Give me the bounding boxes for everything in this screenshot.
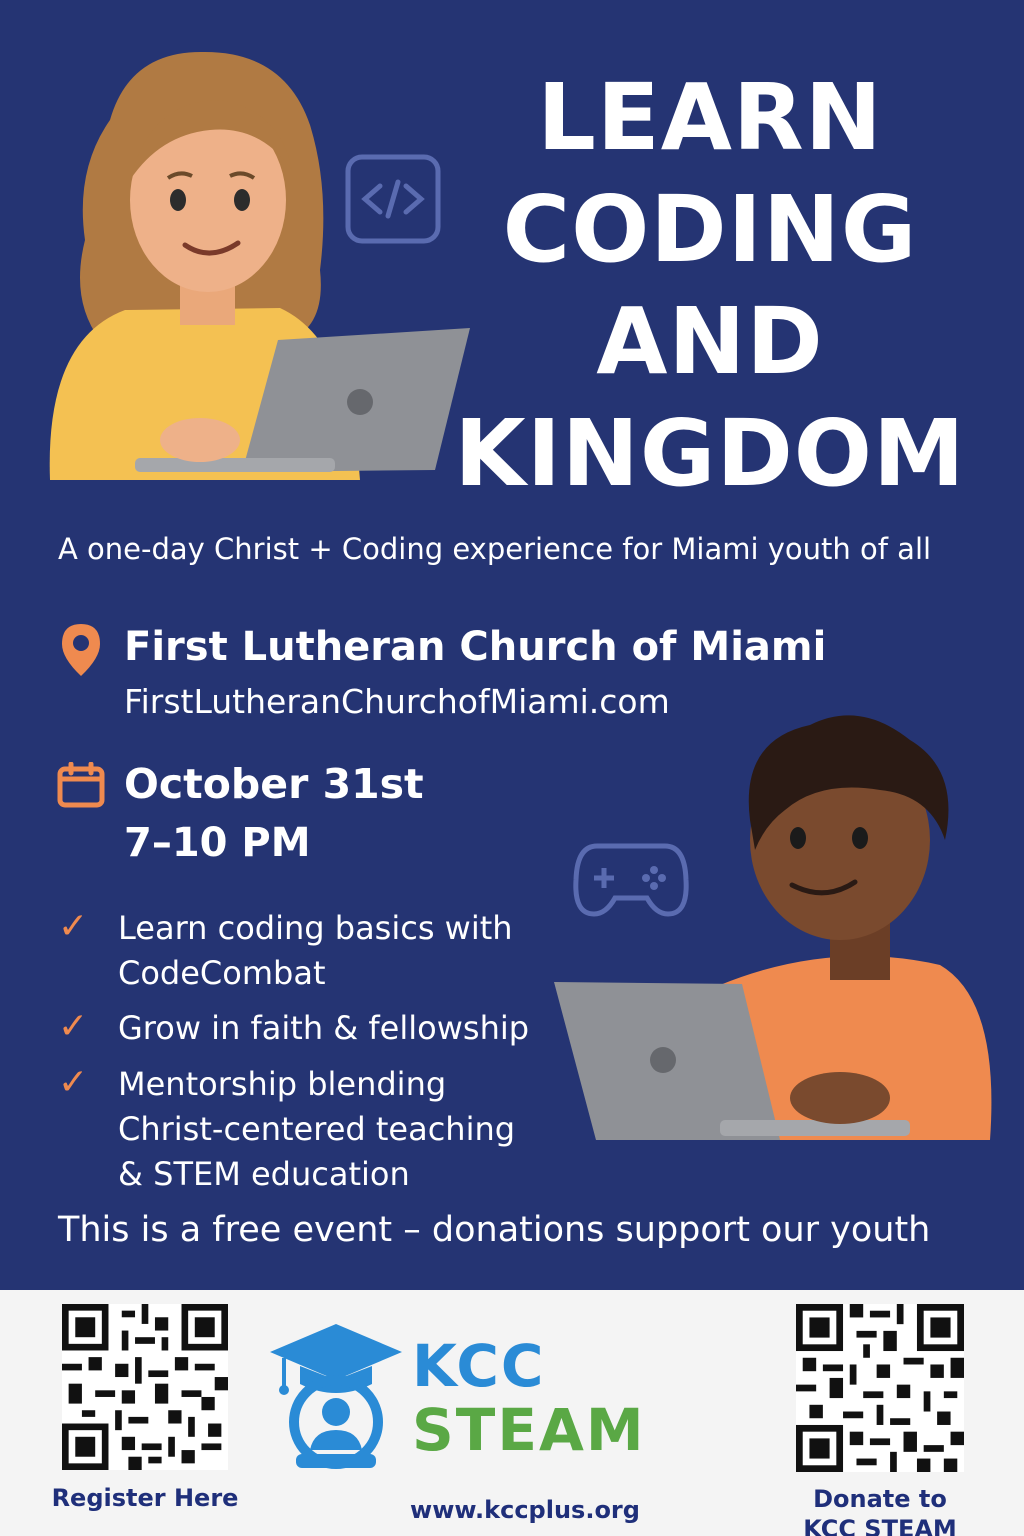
donate-label-line-2: KCC STEAM	[803, 1515, 957, 1536]
location-website[interactable]: FirstLutheranChurchofMiami.com	[124, 682, 670, 721]
website-link[interactable]: www.kccplus.org	[410, 1496, 640, 1524]
title-line-4: KINGDOM	[454, 400, 966, 507]
footer	[0, 1290, 1024, 1536]
title-line-1: LEARN	[537, 64, 883, 171]
tagline: A one-day Christ + Coding experience for Miami youth of all	[58, 532, 932, 566]
code-icon	[345, 154, 441, 244]
girl-with-laptop-illustration	[30, 40, 480, 480]
event-time: 7–10 PM	[124, 820, 311, 866]
logo-steam-text: STEAM	[412, 1396, 646, 1464]
feature-1-line-2: CodeCombat	[118, 954, 326, 992]
register-label[interactable]: Register Here	[51, 1484, 239, 1512]
title-line-3: AND	[596, 288, 824, 395]
checkmark-icon: ✓	[58, 1006, 89, 1047]
graduation-cap-logo	[266, 1322, 406, 1472]
donate-qr-code[interactable]	[796, 1304, 964, 1472]
checkmark-icon: ✓	[58, 1062, 89, 1103]
feature-3-line-1: Mentorship blending	[118, 1065, 447, 1103]
event-title	[430, 62, 990, 510]
event-date: October 31st	[124, 760, 424, 808]
location-pin-icon	[60, 622, 102, 678]
calendar-icon	[57, 762, 105, 808]
logo-kcc-text: KCC	[412, 1332, 546, 1400]
location-name: First Lutheran Church of Miami	[124, 624, 827, 670]
donate-label[interactable]	[770, 1484, 990, 1536]
donate-label-line-1: Donate to	[813, 1485, 947, 1513]
boy-with-laptop-illustration	[550, 700, 1000, 1140]
free-event-note: This is a free event – donations support our youth	[58, 1210, 931, 1250]
feature-2-line-1: Grow in faith & fellowship	[118, 1009, 530, 1047]
title-line-2: CODING	[502, 176, 918, 283]
register-qr-code[interactable]	[62, 1304, 228, 1470]
checkmark-icon: ✓	[58, 906, 89, 947]
feature-1-line-1: Learn coding basics with	[118, 909, 513, 947]
feature-3-line-2: Christ-centered teaching	[118, 1110, 516, 1148]
feature-3-line-3: & STEM education	[118, 1155, 410, 1193]
